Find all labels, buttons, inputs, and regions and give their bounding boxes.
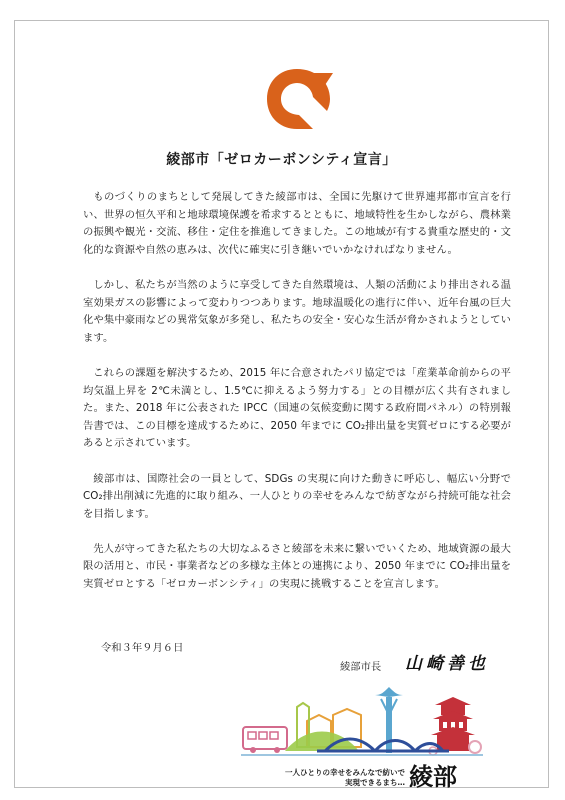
- declaration-body: [83, 189, 511, 611]
- paragraph: ものづくりのまちとして発展してきた綾部市は、全国に先駆けて世界連邦都市宣言を行い、世界の恒久平和と地球環境保護を希求するとともに、地域特性を生かしながら、農林業の振興や観光・交流、移住・定住を推進してきました。この地域が有する貴重な歴史的・文化的な資源や自然の恵みは、次代に確実に引き継いでいかなければなりません。: [83, 191, 511, 256]
- paragraph: 綾部市は、国際社会の一員として、SDGs の実現に向けた動きに呼応し、幅広い分野で CO₂排出削減に先進的に取り組み、一人ひとりの幸せをみんなで紡ぎながら持続可能な社会を目指します。: [83, 472, 511, 520]
- slogan-line: 実現できるまち…: [345, 778, 405, 787]
- city-slogan: [253, 768, 405, 788]
- mayor-title: 綾部市長: [340, 661, 382, 673]
- ayabe-city-emblem-icon: [263, 65, 335, 133]
- paragraph: 先人が守ってきた私たちの大切なふるさと綾部を未来に繋いでいくため、地域資源の最大限の活用と、市民・事業者などの多様な主体との連携により、2050 年までに CO₂排出量を実質ゼロとする「ゼロカーボンシティ」の実現に挑戦することを宣言します。: [83, 542, 511, 591]
- declaration-date: 令和３年９月６日: [101, 642, 184, 654]
- document-page: [14, 20, 549, 791]
- mayor-signature: 山崎善也: [405, 654, 489, 674]
- document-title: 綾部市「ゼロカーボンシティ宣言」: [166, 152, 397, 168]
- city-brand-wordmark: 綾部: [409, 762, 457, 791]
- paragraph: これらの課題を解決するため、2015 年に合意されたパリ協定では「産業革命前からの平均気温上昇を 2℃未満とし、1.5℃に抑えるよう努力する」との目標が広く共有されました。また、2018 年に公表された IPCC（国連の気候変動に関する政府間パネル）の特別報告書では、この目標を達成するために、2050 年までに CO₂排出量を実質ゼロにする必要があると示されています。: [83, 366, 511, 450]
- paragraph: しかし、私たちが当然のように享受してきた自然環境は、人類の活動により排出される温室効果ガスの影響によって変わりつつあります。地球温暖化の進行に伴い、近年台風の巨大化や集中豪雨などの異常気象が多発し、私たちの安全・安心な生活が脅かされようとしています。: [83, 278, 511, 344]
- slogan-line: 一人ひとりの幸せをみんなで紡いで: [285, 768, 405, 777]
